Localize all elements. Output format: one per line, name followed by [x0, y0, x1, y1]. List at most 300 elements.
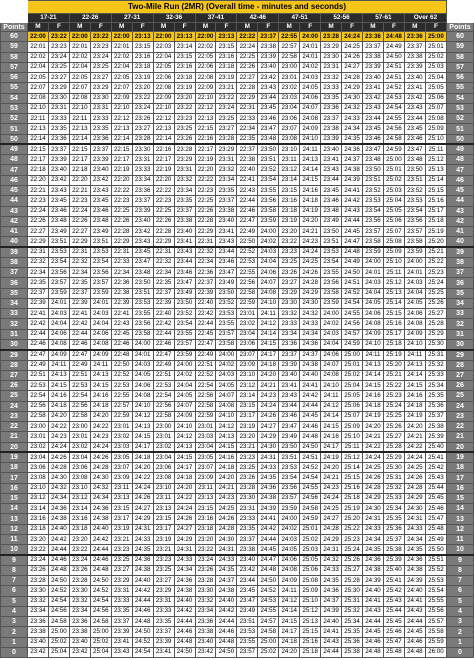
points-cell-left: 53: [1, 103, 28, 113]
table-row: [1, 32, 474, 42]
time-cell: 25:17: [425, 206, 446, 216]
time-cell: 23:29: [153, 586, 174, 596]
time-cell: 23:40: [48, 165, 69, 175]
time-cell: 23:52: [216, 298, 237, 308]
time-cell: 22:42: [195, 309, 216, 319]
time-cell: 24:06: [279, 555, 300, 565]
table-row: [1, 185, 474, 195]
time-cell: 22:07: [111, 83, 132, 93]
time-cell: 22:00: [153, 32, 174, 42]
time-cell: 22:39: [111, 298, 132, 308]
time-cell: 23:54: [174, 319, 195, 329]
time-cell: 24:38: [342, 165, 363, 175]
time-cell: 24:18: [216, 463, 237, 473]
time-cell: 22:29: [111, 237, 132, 247]
time-cell: 23:29: [279, 288, 300, 298]
time-cell: 24:13: [132, 422, 153, 432]
time-cell: 23:25: [237, 463, 258, 473]
time-cell: 23:54: [404, 206, 425, 216]
time-cell: 25:24: [425, 278, 446, 288]
time-cell: 24:15: [132, 432, 153, 442]
time-cell: 22:56: [69, 401, 90, 411]
time-cell: 23:37: [279, 350, 300, 360]
time-cell: 23:53: [321, 247, 342, 257]
points-cell-right: 33: [447, 309, 474, 319]
time-cell: 22:23: [111, 196, 132, 206]
time-cell: 23:30: [132, 144, 153, 154]
time-cell: 24:57: [342, 329, 363, 339]
time-cell: 24:02: [216, 360, 237, 370]
time-cell: 23:40: [132, 216, 153, 226]
time-cell: 23:31: [90, 103, 111, 113]
time-cell: 23:48: [258, 134, 279, 144]
time-cell: 22:45: [195, 329, 216, 339]
table-row: [1, 442, 474, 452]
time-cell: 24:51: [383, 62, 404, 72]
time-cell: 24:00: [132, 339, 153, 349]
time-cell: 23:14: [279, 175, 300, 185]
points-cell-left: 45: [1, 185, 28, 195]
time-cell: 24:12: [321, 401, 342, 411]
time-cell: 24:01: [404, 268, 425, 278]
time-cell: 23:23: [153, 555, 174, 565]
time-cell: 24:06: [363, 309, 384, 319]
time-cell: 22:43: [111, 319, 132, 329]
time-cell: 24:40: [363, 586, 384, 596]
time-cell: 23:28: [69, 576, 90, 586]
time-cell: 25:34: [342, 617, 363, 627]
time-cell: 23:57: [174, 339, 195, 349]
points-cell-left: 8: [1, 565, 28, 575]
time-cell: 25:55: [425, 596, 446, 606]
time-cell: 25:33: [425, 370, 446, 380]
time-cell: 24:22: [174, 493, 195, 503]
time-cell: 22:55: [111, 391, 132, 401]
time-cell: 25:00: [258, 637, 279, 647]
time-cell: 24:02: [300, 62, 321, 72]
time-cell: 22:14: [153, 134, 174, 144]
time-cell: 25:01: [383, 165, 404, 175]
time-cell: 24:00: [216, 350, 237, 360]
time-cell: 23:41: [216, 227, 237, 237]
time-cell: 24:20: [279, 647, 300, 657]
points-cell-left: 38: [1, 257, 28, 267]
time-cell: 23:13: [216, 32, 237, 42]
time-cell: 22:49: [28, 360, 49, 370]
time-cell: 25:08: [425, 114, 446, 124]
points-cell-right: 17: [447, 473, 474, 483]
table-row: [1, 606, 474, 616]
points-cell-right: 16: [447, 483, 474, 493]
time-cell: 23:57: [404, 227, 425, 237]
female-column-header: F: [383, 23, 404, 32]
time-cell: 23:41: [321, 155, 342, 165]
time-cell: 24:19: [404, 411, 425, 421]
time-cell: 23:46: [258, 114, 279, 124]
time-cell: 24:52: [132, 637, 153, 647]
time-cell: 25:46: [383, 627, 404, 637]
female-column-header: F: [132, 23, 153, 32]
time-cell: 24:21: [300, 227, 321, 237]
table-row: [1, 227, 474, 237]
time-cell: 22:15: [28, 144, 49, 154]
time-cell: 24:15: [363, 381, 384, 391]
points-cell-left: 30: [1, 339, 28, 349]
time-cell: 24:46: [48, 555, 69, 565]
time-cell: 23:08: [28, 473, 49, 483]
time-cell: 23:41: [153, 647, 174, 657]
time-cell: 24:48: [174, 637, 195, 647]
points-cell-left: 21: [1, 432, 28, 442]
time-cell: 23:03: [111, 442, 132, 452]
time-cell: 22:13: [28, 124, 49, 134]
time-cell: 22:44: [28, 329, 49, 339]
time-cell: 22:09: [153, 93, 174, 103]
time-cell: 24:28: [363, 483, 384, 493]
time-cell: 22:42: [153, 319, 174, 329]
time-cell: 24:41: [342, 185, 363, 195]
female-column-header: F: [425, 23, 446, 32]
time-cell: 25:56: [425, 606, 446, 616]
time-cell: 23:46: [404, 134, 425, 144]
time-cell: 24:31: [321, 545, 342, 555]
time-cell: 25:50: [425, 545, 446, 555]
time-cell: 22:19: [195, 155, 216, 165]
time-cell: 23:46: [363, 134, 384, 144]
time-cell: 24:02: [258, 237, 279, 247]
time-cell: 23:42: [195, 647, 216, 657]
time-cell: 23:59: [174, 350, 195, 360]
time-cell: 24:11: [300, 144, 321, 154]
time-cell: 24:01: [300, 42, 321, 52]
time-cell: 24:36: [363, 555, 384, 565]
time-cell: 23:52: [404, 185, 425, 195]
time-cell: 25:35: [383, 514, 404, 524]
table-row: [1, 298, 474, 308]
table-row: [1, 216, 474, 226]
time-cell: 23:32: [195, 596, 216, 606]
time-cell: 23:02: [111, 432, 132, 442]
time-cell: 24:05: [404, 298, 425, 308]
time-cell: 23:38: [321, 124, 342, 134]
time-cell: 23:26: [28, 565, 49, 575]
time-cell: 23:39: [363, 62, 384, 72]
time-cell: 23:55: [237, 637, 258, 647]
time-cell: 24:20: [132, 463, 153, 473]
time-cell: 24:08: [321, 370, 342, 380]
time-cell: 23:36: [90, 134, 111, 144]
time-cell: 23:50: [363, 165, 384, 175]
time-cell: 22:13: [69, 124, 90, 134]
time-cell: 24:58: [48, 617, 69, 627]
time-cell: 25:54: [425, 586, 446, 596]
time-cell: 24:59: [300, 514, 321, 524]
time-cell: 23:55: [132, 309, 153, 319]
time-cell: 23:41: [363, 83, 384, 93]
time-cell: 23:48: [363, 155, 384, 165]
time-cell: 24:34: [90, 493, 111, 503]
time-cell: 23:26: [69, 565, 90, 575]
time-cell: 23:37: [237, 535, 258, 545]
time-cell: 25:30: [425, 339, 446, 349]
time-cell: 24:44: [300, 401, 321, 411]
time-cell: 23:53: [132, 298, 153, 308]
time-cell: 22:10: [153, 103, 174, 113]
time-cell: 23:56: [48, 268, 69, 278]
time-cell: 22:01: [69, 42, 90, 52]
time-cell: 23:57: [90, 278, 111, 288]
time-cell: 24:33: [300, 319, 321, 329]
time-cell: 24:22: [404, 442, 425, 452]
time-cell: 24:41: [321, 627, 342, 637]
time-cell: 23:32: [216, 165, 237, 175]
time-cell: 24:28: [216, 524, 237, 534]
time-cell: 23:45: [48, 196, 69, 206]
time-cell: 25:31: [342, 596, 363, 606]
time-cell: 24:02: [321, 319, 342, 329]
time-cell: 25:04: [90, 647, 111, 657]
time-cell: 22:17: [153, 155, 174, 165]
time-cell: 24:26: [48, 452, 69, 462]
points-cell-left: 12: [1, 524, 28, 534]
time-cell: 25:43: [425, 473, 446, 483]
time-cell: 23:09: [195, 473, 216, 483]
time-cell: 23:04: [237, 329, 258, 339]
time-cell: 25:10: [425, 134, 446, 144]
time-cell: 22:25: [195, 196, 216, 206]
time-cell: 24:24: [363, 452, 384, 462]
time-cell: 24:11: [279, 586, 300, 596]
time-cell: 23:24: [132, 103, 153, 113]
time-cell: 23:55: [258, 185, 279, 195]
time-cell: 23:20: [69, 535, 90, 545]
points-cell-right: 42: [447, 216, 474, 226]
time-cell: 24:42: [132, 586, 153, 596]
time-cell: 23:11: [279, 155, 300, 165]
time-cell: 24:41: [404, 596, 425, 606]
time-cell: 24:18: [258, 360, 279, 370]
time-cell: 25:06: [300, 565, 321, 575]
table-row: [1, 165, 474, 175]
time-cell: 23:21: [111, 535, 132, 545]
table-row: [1, 83, 474, 93]
time-cell: 23:30: [195, 586, 216, 596]
points-cell-left: 20: [1, 442, 28, 452]
time-cell: 23:59: [279, 504, 300, 514]
time-cell: 24:20: [300, 216, 321, 226]
time-cell: 25:08: [383, 237, 404, 247]
age-group-header: 22-26: [69, 14, 111, 23]
time-cell: 24:24: [90, 442, 111, 452]
time-cell: 24:20: [90, 411, 111, 421]
time-cell: 23:51: [237, 617, 258, 627]
time-cell: 23:58: [258, 206, 279, 216]
time-cell: 23:41: [404, 83, 425, 93]
time-cell: 22:34: [111, 268, 132, 278]
time-cell: 23:22: [90, 32, 111, 42]
time-cell: 22:26: [195, 206, 216, 216]
time-cell: 25:23: [383, 391, 404, 401]
time-cell: 25:09: [383, 247, 404, 257]
points-cell-left: 41: [1, 227, 28, 237]
time-cell: 23:33: [132, 165, 153, 175]
time-cell: 24:01: [48, 298, 69, 308]
time-cell: 22:21: [28, 185, 49, 195]
time-cell: 23:12: [28, 493, 49, 503]
time-cell: 22:10: [69, 103, 90, 113]
time-cell: 24:03: [132, 360, 153, 370]
time-cell: 23:47: [216, 268, 237, 278]
time-cell: 23:43: [216, 237, 237, 247]
time-cell: 24:35: [132, 545, 153, 555]
time-cell: 23:07: [237, 350, 258, 360]
time-cell: 23:29: [321, 42, 342, 52]
time-cell: 24:22: [48, 422, 69, 432]
time-cell: 23:01: [237, 309, 258, 319]
time-cell: 24:32: [342, 103, 363, 113]
time-cell: 24:44: [90, 545, 111, 555]
time-cell: 24:44: [132, 596, 153, 606]
time-cell: 24:04: [404, 288, 425, 298]
time-cell: 24:15: [279, 617, 300, 627]
time-cell: 23:21: [153, 545, 174, 555]
time-cell: 23:35: [111, 606, 132, 616]
female-column-header: F: [342, 23, 363, 32]
table-row: [1, 473, 474, 483]
time-cell: 23:00: [279, 62, 300, 72]
time-cell: 23:21: [216, 83, 237, 93]
time-cell: 24:44: [321, 647, 342, 657]
points-cell-right: 53: [447, 103, 474, 113]
time-cell: 23:59: [404, 247, 425, 257]
time-cell: 25:18: [383, 339, 404, 349]
time-cell: 23:25: [279, 257, 300, 267]
time-cell: 24:52: [342, 288, 363, 298]
time-cell: 24:51: [383, 73, 404, 83]
time-cell: 25:02: [258, 647, 279, 657]
time-cell: 25:52: [425, 565, 446, 575]
time-cell: 22:19: [153, 165, 174, 175]
time-cell: 24:12: [216, 422, 237, 432]
time-cell: 24:20: [321, 463, 342, 473]
time-cell: 24:06: [90, 329, 111, 339]
time-cell: 23:27: [111, 565, 132, 575]
time-cell: 25:20: [342, 514, 363, 524]
time-cell: 24:32: [300, 309, 321, 319]
time-cell: 23:35: [48, 124, 69, 134]
time-cell: 24:00: [258, 227, 279, 237]
time-cell: 24:14: [363, 370, 384, 380]
time-cell: 24:40: [174, 596, 195, 606]
time-cell: 23:07: [195, 463, 216, 473]
time-cell: 24:09: [174, 411, 195, 421]
time-cell: 22:41: [69, 309, 90, 319]
time-cell: 23:16: [69, 514, 90, 524]
time-cell: 24:38: [216, 586, 237, 596]
time-cell: 22:54: [28, 391, 49, 401]
age-group-header: 37-41: [195, 14, 237, 23]
time-cell: 25:15: [425, 185, 446, 195]
time-cell: 23:25: [111, 555, 132, 565]
points-cell-left: 47: [1, 165, 28, 175]
time-cell: 22:23: [153, 196, 174, 206]
table-row: [1, 524, 474, 534]
time-cell: 24:41: [258, 514, 279, 524]
time-cell: 23:32: [321, 73, 342, 83]
time-cell: 25:36: [383, 524, 404, 534]
time-cell: 24:24: [404, 452, 425, 462]
corner-blank-left: [1, 1, 28, 14]
points-cell-right: 23: [447, 411, 474, 421]
time-cell: 22:34: [237, 124, 258, 134]
time-cell: 22:58: [237, 288, 258, 298]
time-cell: 24:45: [363, 627, 384, 637]
time-cell: 23:03: [195, 432, 216, 442]
time-cell: 23:53: [363, 196, 384, 206]
points-cell-left: 24: [1, 401, 28, 411]
time-cell: 25:45: [425, 493, 446, 503]
time-cell: 22:52: [195, 370, 216, 380]
male-column-header: M: [195, 23, 216, 32]
points-header-left: Points: [1, 23, 28, 32]
table-row: [1, 73, 474, 83]
time-cell: 23:01: [195, 422, 216, 432]
time-cell: 22:13: [111, 124, 132, 134]
time-cell: 24:15: [48, 381, 69, 391]
time-cell: 23:23: [237, 452, 258, 462]
time-cell: 24:40: [300, 370, 321, 380]
time-cell: 23:33: [279, 319, 300, 329]
table-row: [1, 103, 474, 113]
time-cell: 23:43: [321, 165, 342, 175]
time-cell: 24:07: [174, 401, 195, 411]
time-cell: 24:41: [300, 381, 321, 391]
time-cell: 23:19: [216, 73, 237, 83]
time-cell: 23:38: [363, 52, 384, 62]
time-cell: 22:31: [237, 103, 258, 113]
time-cell: 24:15: [404, 381, 425, 391]
points-cell-left: 51: [1, 124, 28, 134]
time-cell: 23:02: [69, 442, 90, 452]
time-cell: 24:23: [258, 391, 279, 401]
time-cell: 24:12: [174, 432, 195, 442]
points-cell-right: 56: [447, 73, 474, 83]
time-cell: 24:46: [90, 555, 111, 565]
time-cell: 23:54: [258, 175, 279, 185]
time-cell: 25:18: [300, 647, 321, 657]
time-cell: 23:59: [90, 288, 111, 298]
time-cell: 24:46: [404, 637, 425, 647]
time-cell: 23:53: [237, 627, 258, 637]
time-cell: 23:49: [48, 227, 69, 237]
time-cell: 23:48: [48, 216, 69, 226]
time-cell: 22:02: [111, 52, 132, 62]
time-cell: 24:16: [321, 432, 342, 442]
points-cell-right: 25: [447, 391, 474, 401]
table-row: [1, 565, 474, 575]
time-cell: 23:23: [279, 247, 300, 257]
time-cell: 23:20: [195, 535, 216, 545]
time-cell: 22:03: [153, 42, 174, 52]
time-cell: 24:18: [363, 401, 384, 411]
time-cell: 23:46: [216, 257, 237, 267]
time-cell: 25:23: [425, 268, 446, 278]
time-cell: 23:06: [153, 463, 174, 473]
time-cell: 24:48: [258, 565, 279, 575]
time-cell: 24:48: [300, 432, 321, 442]
table-row: [1, 627, 474, 637]
time-cell: 24:18: [279, 637, 300, 647]
